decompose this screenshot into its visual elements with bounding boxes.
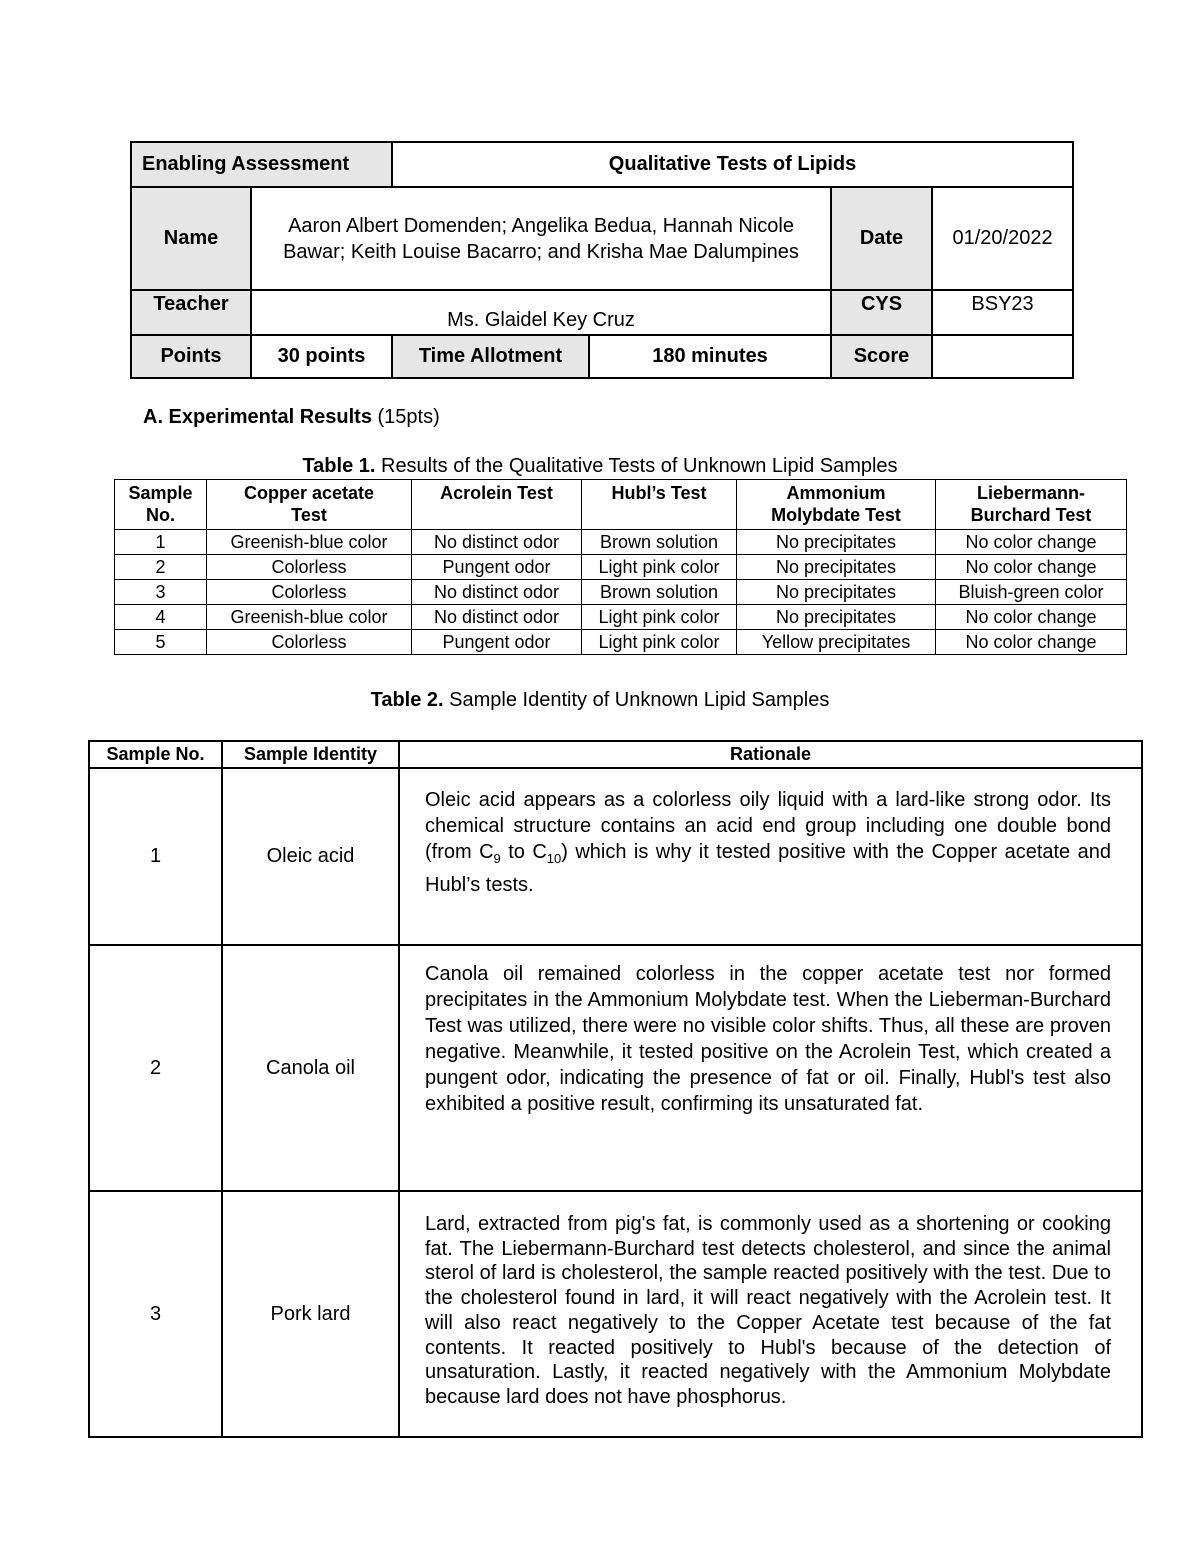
sample-identity: Pork lard (222, 1191, 399, 1437)
table1-cell: Pungent odor (412, 555, 582, 580)
table1-cell: Light pink color (582, 555, 737, 580)
name-value: Aaron Albert Domenden; Angelika Bedua, Hannah Nicole Bawar; Keith Louise Bacarro; and Krisha Mae Dalumpines (251, 187, 831, 290)
sample-identity: Oleic acid (222, 768, 399, 945)
table1-cell: 2 (115, 555, 207, 580)
table1-cell: Light pink color (582, 605, 737, 630)
table1-cell: 1 (115, 530, 207, 555)
name-label: Name (131, 187, 251, 290)
results-table (114, 479, 1127, 655)
table1-header-cell: Ammonium Molybdate Test (737, 480, 936, 530)
section-heading-points: (15pts) (371, 406, 440, 428)
table-row (115, 605, 1127, 630)
header-table (130, 141, 1074, 379)
rationale-text: Canola oil remained colorless in the copper acetate test nor formed precipitates in the Ammonium Molybdate test. When the Lieberman-Burchard Test was utilized, there were no visible color shifts. Thus, all these are proven negative. Meanwhile, it tested positive on the Acrolein Test, which created a pungent odor, indicating the presence of fat or oil. Finally, Hubl's test also exhibited a positive result, confirming its unsaturated fat. (399, 945, 1142, 1191)
document-title: Qualitative Tests of Lipids (392, 142, 1073, 187)
teacher-value: Ms. Glaidel Key Cruz (251, 290, 831, 335)
date-value: 01/20/2022 (932, 187, 1073, 290)
table1-header-cell: Acrolein Test (412, 480, 582, 530)
table1-cell: No distinct odor (412, 580, 582, 605)
table-row (89, 1191, 1142, 1437)
table-row (89, 768, 1142, 945)
points-label: Points (131, 335, 251, 378)
score-value (932, 335, 1073, 378)
table1-cell: No color change (936, 605, 1127, 630)
sample-number: 1 (89, 768, 222, 945)
time-allotment-label: Time Allotment (392, 335, 589, 378)
points-value: 30 points (251, 335, 392, 378)
time-allotment-value: 180 minutes (589, 335, 831, 378)
identity-table (88, 740, 1143, 1438)
rationale-part: Oleic acid appears as a colorless oily liquid with a lard-like strong odor. Its chemical structure contains an acid end group including one double bond (from C (425, 789, 1111, 863)
table1-cell: Greenish-blue color (207, 605, 412, 630)
table-row (115, 555, 1127, 580)
table-row (115, 580, 1127, 605)
table1-cell: No distinct odor (412, 605, 582, 630)
table1-cell: Light pink color (582, 630, 737, 655)
table1-cell: 4 (115, 605, 207, 630)
table1-cell: Bluish-green color (936, 580, 1127, 605)
section-heading-bold: A. Experimental Results (143, 406, 372, 428)
table1-cell: Colorless (207, 630, 412, 655)
table1-caption-bold: Table 1. (302, 455, 376, 477)
assessment-label: Enabling Assessment (131, 142, 392, 187)
teacher-label: Teacher (131, 290, 251, 335)
table2-header-cell: Sample Identity (222, 741, 399, 768)
rationale-part: ) which is why it tested positive with the Copper acetate and Hubl’s tests. (425, 841, 1111, 896)
table1-cell: No distinct odor (412, 530, 582, 555)
table1-header-cell: Liebermann-Burchard Test (936, 480, 1127, 530)
table1-cell: Colorless (207, 555, 412, 580)
sample-number: 3 (89, 1191, 222, 1437)
sample-identity: Canola oil (222, 945, 399, 1191)
section-heading (143, 406, 440, 429)
table1-cell: No color change (936, 530, 1127, 555)
rationale-text (399, 768, 1142, 945)
table1-cell: Brown solution (582, 580, 737, 605)
score-label: Score (831, 335, 932, 378)
table-row (115, 530, 1127, 555)
table1-cell: No precipitates (737, 605, 936, 630)
table1-cell: Colorless (207, 580, 412, 605)
table1-header-cell: Sample No. (115, 480, 207, 530)
table1-cell: Greenish-blue color (207, 530, 412, 555)
table1-cell: No color change (936, 555, 1127, 580)
table2-caption-text: Sample Identity of Unknown Lipid Samples (443, 689, 830, 711)
table1-caption-text: Results of the Qualitative Tests of Unknown Lipid Samples (375, 455, 898, 477)
rationale-text: Lard, extracted from pig's fat, is commonly used as a shortening or cooking fat. The Liebermann-Burchard test detects cholesterol, and since the animal sterol of lard is cholesterol, the sample reacted positively with the test. Due to the cholesterol found in lard, it will react negatively with the Acrolein test. It will also react negatively to the Copper Acetate test because of the fat contents. It reacted positively to Hubl's because of the detection of unsaturation. Lastly, it reacted negatively with the Ammonium Molybdate because lard does not have phosphorus. (399, 1191, 1142, 1437)
sample-number: 2 (89, 945, 222, 1191)
table2-caption-bold: Table 2. (370, 689, 444, 711)
table1-cell: Yellow precipitates (737, 630, 936, 655)
table1-cell: No precipitates (737, 530, 936, 555)
table1-caption (0, 455, 1200, 478)
table1-cell: No precipitates (737, 555, 936, 580)
table1-cell: 3 (115, 580, 207, 605)
table2-caption (0, 689, 1200, 712)
table1-cell: 5 (115, 630, 207, 655)
table1-cell: No precipitates (737, 580, 936, 605)
table-row (115, 630, 1127, 655)
table1-cell: Brown solution (582, 530, 737, 555)
subscript: 9 (493, 851, 501, 866)
table2-header-cell: Rationale (399, 741, 1142, 768)
table2-header-cell: Sample No. (89, 741, 222, 768)
table1-header-cell: Hubl’s Test (582, 480, 737, 530)
cys-label: CYS (831, 290, 932, 335)
rationale-part: to C (500, 841, 547, 863)
cys-value: BSY23 (932, 290, 1073, 335)
table1-cell: Pungent odor (412, 630, 582, 655)
subscript: 10 (546, 851, 562, 866)
date-label: Date (831, 187, 932, 290)
table1-header-cell: Copper acetate Test (207, 480, 412, 530)
table-row (89, 945, 1142, 1191)
table1-cell: No color change (936, 630, 1127, 655)
